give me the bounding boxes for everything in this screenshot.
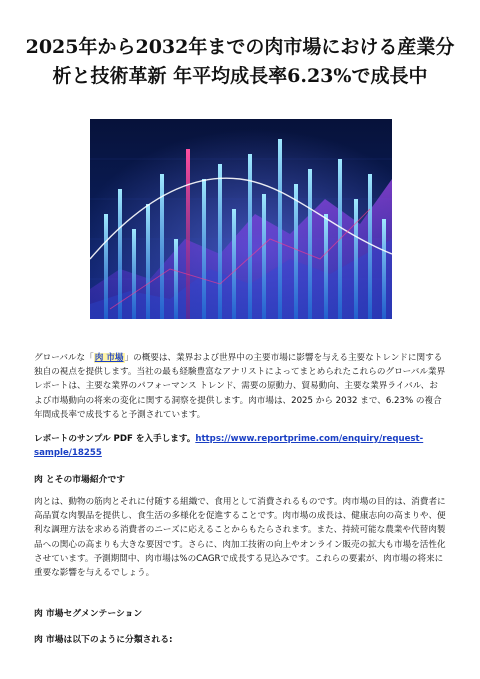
sample-request — [34, 432, 446, 460]
intro-prefix: グローバルな「 — [34, 353, 94, 363]
market-chart-illustration — [90, 119, 392, 319]
title-line-2: 析と技術革新 年平均成長率6.23%で成長中 — [52, 65, 428, 87]
intro-text: 」の概要は、業界および世界中の主要市場に影響を与える主要なトレンドに関する独自の視点を提供します。当社の最も経験豊富なアナリストによってまとめられたこれらのグローバル業界レポートは、主要な業界のパフォーマンス トレンド、需要の原動力、貿易動向、主要な業界ライバル、および市場動向の将来の変化に関する洞察を提供します。肉市場は、2025 から 2032 まで、6.23% の複合年間成長率で成長すると予測されています。 — [34, 353, 446, 420]
intro-paragraph — [34, 351, 446, 422]
title-line-1: 2025年から2032年までの肉市場における産業分 — [25, 36, 455, 58]
meat-market-link[interactable]: 肉 市場 — [94, 353, 124, 363]
section-heading-classification: 肉 市場は以下のように分類される: — [34, 635, 173, 645]
sample-label: レポートのサンプル PDF を入手します。 — [34, 434, 196, 444]
page-title — [20, 33, 460, 91]
section-heading-segmentation: 肉 市場セグメンテーション — [34, 609, 143, 619]
sample-link[interactable]: https://www.reportprime.com/enquiry/request-sample/18255 — [34, 434, 424, 459]
section-heading-intro: 肉 とその市場紹介です — [34, 475, 126, 485]
body-paragraph: 肉とは、動物の筋肉とそれに付随する組織で、食用として消費されるものです。肉市場の目的は、消費者に高品質な肉製品を提供し、食生活の多様化を促進することです。肉市場の成長は、健康志向の高まりや、便利な調理方法を求める消費者のニーズに応えることからもたらされます。また、持続可能な農業や代替肉製品への関心の高まりも大きな要因です。さらに、肉加工技術の向上やオンライン販売の拡大も市場を活性化させています。予測期間中、肉市場は%のCAGRで成長する見込みです。これらの要素が、肉市場の将来に重要な影響を与えるでしょう。 — [34, 497, 446, 579]
